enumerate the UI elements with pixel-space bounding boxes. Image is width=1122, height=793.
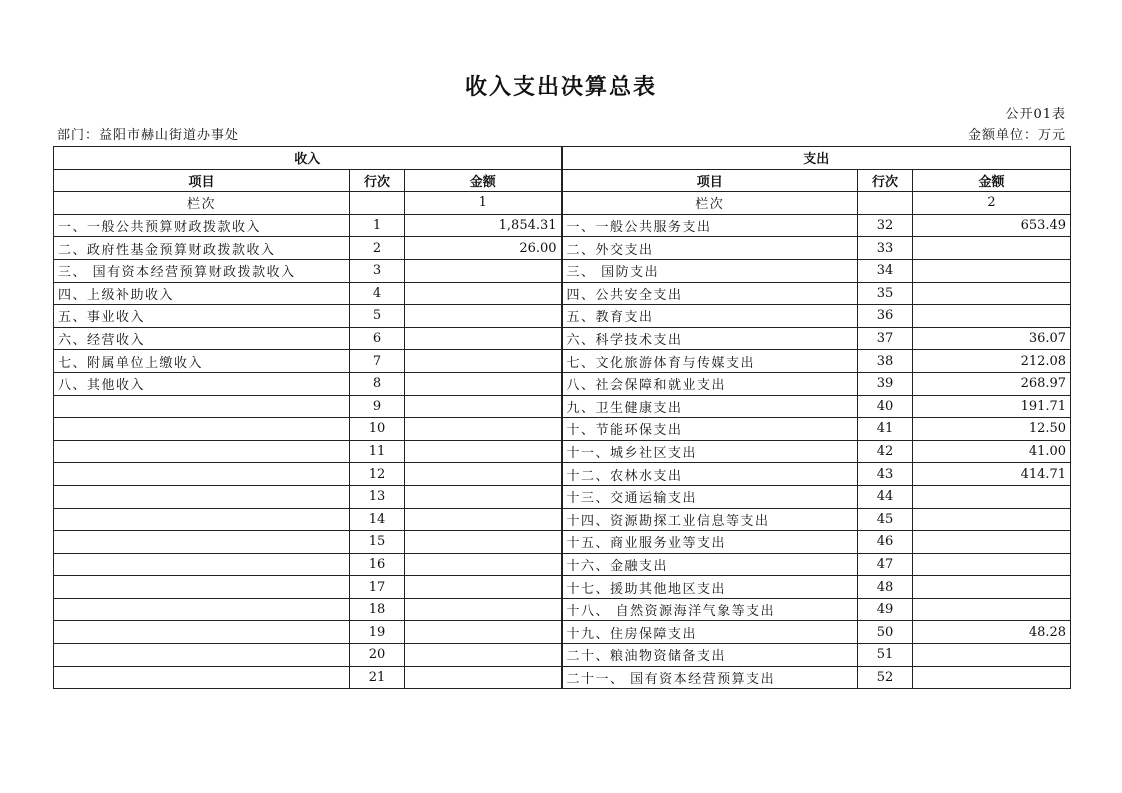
expense-item-cell: 十一、城乡社区支出 <box>562 440 858 463</box>
income-amount-cell <box>405 485 562 508</box>
expense-item-cell: 二十一、 国有资本经营预算支出 <box>562 666 858 689</box>
income-amount-cell <box>405 508 562 531</box>
table-row <box>54 305 1071 328</box>
expense-item-cell: 二、外交支出 <box>562 237 858 260</box>
income-item-cell <box>54 644 350 667</box>
expense-row-no-cell: 39 <box>858 372 913 395</box>
expense-row-no-cell: 52 <box>858 666 913 689</box>
expense-row-no-cell: 36 <box>858 305 913 328</box>
expense-row-no-cell: 48 <box>858 576 913 599</box>
expense-item-cell: 十五、商业服务业等支出 <box>562 531 858 554</box>
income-row-no-cell: 11 <box>350 440 405 463</box>
expense-item-cell: 四、公共安全支出 <box>562 282 858 305</box>
income-amount-cell <box>405 598 562 621</box>
income-item-cell <box>54 576 350 599</box>
income-amount-cell <box>405 666 562 689</box>
table-row <box>54 508 1071 531</box>
expense-column-order-blank <box>858 192 913 215</box>
income-item-cell <box>54 395 350 418</box>
expense-amount-cell <box>913 282 1071 305</box>
income-row-no-header: 行次 <box>350 169 405 192</box>
expense-item-cell: 七、文化旅游体育与传媒支出 <box>562 350 858 373</box>
column-header-row <box>54 169 1071 192</box>
income-row-no-cell: 10 <box>350 418 405 441</box>
income-amount-cell <box>405 531 562 554</box>
expense-row-no-cell: 34 <box>858 259 913 282</box>
table-row <box>54 531 1071 554</box>
income-amount-cell <box>405 418 562 441</box>
table-row <box>54 440 1071 463</box>
expense-item-cell: 十七、援助其他地区支出 <box>562 576 858 599</box>
expense-amount-cell <box>913 259 1071 282</box>
expense-item-cell: 十、节能环保支出 <box>562 418 858 441</box>
income-row-no-cell: 18 <box>350 598 405 621</box>
expense-row-no-cell: 42 <box>858 440 913 463</box>
expense-row-no-cell: 41 <box>858 418 913 441</box>
expense-row-no-cell: 32 <box>858 214 913 237</box>
expense-item-cell: 十八、 自然资源海洋气象等支出 <box>562 598 858 621</box>
table-row <box>54 395 1071 418</box>
income-item-cell: 三、 国有资本经营预算财政拨款收入 <box>54 259 350 282</box>
income-item-cell: 六、经营收入 <box>54 327 350 350</box>
expense-amount-header: 金额 <box>913 169 1071 192</box>
department-label: 部门：益阳市赫山街道办事处 <box>57 128 240 143</box>
expense-row-no-cell: 49 <box>858 598 913 621</box>
expense-item-cell: 十三、交通运输支出 <box>562 485 858 508</box>
income-amount-cell <box>405 553 562 576</box>
income-row-no-cell: 5 <box>350 305 405 328</box>
table-row <box>54 666 1071 689</box>
income-item-cell <box>54 553 350 576</box>
income-row-no-cell: 3 <box>350 259 405 282</box>
expense-row-no-cell: 35 <box>858 282 913 305</box>
table-row <box>54 282 1071 305</box>
table-row <box>54 350 1071 373</box>
income-amount-cell: 26.00 <box>405 237 562 260</box>
income-item-header: 项目 <box>54 169 350 192</box>
income-amount-cell <box>405 305 562 328</box>
income-amount-cell <box>405 350 562 373</box>
income-row-no-cell: 9 <box>350 395 405 418</box>
expense-item-header: 项目 <box>562 169 858 192</box>
expense-item-cell: 十九、住房保障支出 <box>562 621 858 644</box>
expense-row-no-cell: 43 <box>858 463 913 486</box>
expense-item-cell: 三、 国防支出 <box>562 259 858 282</box>
expense-row-no-cell: 45 <box>858 508 913 531</box>
form-number: 公开01表 <box>1005 107 1066 122</box>
expense-item-cell: 二十、粮油物资储备支出 <box>562 644 858 667</box>
table-row <box>54 644 1071 667</box>
expense-amount-cell: 41.00 <box>913 440 1071 463</box>
table-row <box>54 576 1071 599</box>
income-expense-table <box>53 146 1071 689</box>
expense-amount-cell: 653.49 <box>913 214 1071 237</box>
expense-column-order-label: 栏次 <box>562 192 858 215</box>
income-item-cell <box>54 531 350 554</box>
table-row <box>54 418 1071 441</box>
expense-item-cell: 十二、农林水支出 <box>562 463 858 486</box>
income-amount-cell <box>405 259 562 282</box>
income-item-cell: 一、一般公共预算财政拨款收入 <box>54 214 350 237</box>
income-row-no-cell: 14 <box>350 508 405 531</box>
income-amount-cell <box>405 463 562 486</box>
expense-amount-cell: 48.28 <box>913 621 1071 644</box>
income-item-cell <box>54 463 350 486</box>
table-body <box>54 214 1071 688</box>
expense-amount-cell: 212.08 <box>913 350 1071 373</box>
expense-row-no-cell: 51 <box>858 644 913 667</box>
income-row-no-cell: 1 <box>350 214 405 237</box>
income-amount-cell <box>405 621 562 644</box>
income-row-no-cell: 12 <box>350 463 405 486</box>
expense-amount-cell <box>913 644 1071 667</box>
income-amount-header: 金额 <box>405 169 562 192</box>
expense-amount-cell: 36.07 <box>913 327 1071 350</box>
amount-unit-label: 金额单位：万元 <box>967 128 1066 143</box>
expense-item-cell: 六、科学技术支出 <box>562 327 858 350</box>
expense-amount-cell <box>913 576 1071 599</box>
income-section-header: 收入 <box>54 147 562 170</box>
section-header-row <box>54 147 1071 170</box>
income-item-cell: 四、上级补助收入 <box>54 282 350 305</box>
expense-amount-cell: 414.71 <box>913 463 1071 486</box>
income-row-no-cell: 7 <box>350 350 405 373</box>
expense-row-no-cell: 50 <box>858 621 913 644</box>
income-item-cell: 八、其他收入 <box>54 372 350 395</box>
income-column-order-label: 栏次 <box>54 192 350 215</box>
expense-item-cell: 十四、资源勘探工业信息等支出 <box>562 508 858 531</box>
table-row <box>54 485 1071 508</box>
income-row-no-cell: 17 <box>350 576 405 599</box>
expense-row-no-cell: 47 <box>858 553 913 576</box>
expense-row-no-cell: 40 <box>858 395 913 418</box>
expense-row-no-cell: 33 <box>858 237 913 260</box>
income-amount-cell <box>405 327 562 350</box>
expense-row-no-cell: 44 <box>858 485 913 508</box>
expense-row-no-cell: 46 <box>858 531 913 554</box>
table-row <box>54 259 1071 282</box>
expense-item-cell: 九、卫生健康支出 <box>562 395 858 418</box>
expense-item-cell: 一、一般公共服务支出 <box>562 214 858 237</box>
income-row-no-cell: 15 <box>350 531 405 554</box>
expense-amount-cell <box>913 666 1071 689</box>
income-row-no-cell: 6 <box>350 327 405 350</box>
expense-amount-cell: 268.97 <box>913 372 1071 395</box>
income-item-cell <box>54 485 350 508</box>
income-amount-cell <box>405 644 562 667</box>
income-row-no-cell: 2 <box>350 237 405 260</box>
income-item-cell <box>54 621 350 644</box>
income-item-cell <box>54 666 350 689</box>
expense-amount-cell <box>913 508 1071 531</box>
expense-amount-cell <box>913 598 1071 621</box>
table-row <box>54 621 1071 644</box>
income-amount-cell <box>405 440 562 463</box>
income-column-order-blank <box>350 192 405 215</box>
table-row <box>54 327 1071 350</box>
table-row <box>54 463 1071 486</box>
expense-row-no-cell: 38 <box>858 350 913 373</box>
income-amount-cell <box>405 395 562 418</box>
expense-amount-cell <box>913 305 1071 328</box>
income-item-cell <box>54 508 350 531</box>
table-row <box>54 237 1071 260</box>
income-item-cell: 二、政府性基金预算财政拨款收入 <box>54 237 350 260</box>
expense-amount-cell: 191.71 <box>913 395 1071 418</box>
table-row <box>54 372 1071 395</box>
expense-section-header: 支出 <box>562 147 1071 170</box>
income-row-no-cell: 20 <box>350 644 405 667</box>
income-item-cell <box>54 418 350 441</box>
expense-amount-cell <box>913 237 1071 260</box>
table-row <box>54 553 1071 576</box>
expense-amount-cell <box>913 553 1071 576</box>
expense-row-no-header: 行次 <box>858 169 913 192</box>
income-row-no-cell: 16 <box>350 553 405 576</box>
column-order-row <box>54 192 1071 215</box>
page-title: 收入支出决算总表 <box>464 75 657 100</box>
expense-amount-cell <box>913 531 1071 554</box>
income-amount-cell <box>405 282 562 305</box>
income-amount-cell <box>405 576 562 599</box>
income-item-cell <box>54 598 350 621</box>
expense-item-cell: 五、教育支出 <box>562 305 858 328</box>
income-item-cell <box>54 440 350 463</box>
income-row-no-cell: 13 <box>350 485 405 508</box>
expense-item-cell: 十六、金融支出 <box>562 553 858 576</box>
income-item-cell: 七、附属单位上缴收入 <box>54 350 350 373</box>
income-row-no-cell: 4 <box>350 282 405 305</box>
expense-item-cell: 八、社会保障和就业支出 <box>562 372 858 395</box>
income-amount-cell: 1,854.31 <box>405 214 562 237</box>
expense-column-number: 2 <box>913 192 1071 215</box>
expense-row-no-cell: 37 <box>858 327 913 350</box>
income-row-no-cell: 8 <box>350 372 405 395</box>
income-row-no-cell: 19 <box>350 621 405 644</box>
income-item-cell: 五、事业收入 <box>54 305 350 328</box>
table-row <box>54 598 1071 621</box>
income-row-no-cell: 21 <box>350 666 405 689</box>
income-amount-cell <box>405 372 562 395</box>
expense-amount-cell <box>913 485 1071 508</box>
table-row <box>54 214 1071 237</box>
expense-amount-cell: 12.50 <box>913 418 1071 441</box>
income-column-number: 1 <box>405 192 562 215</box>
